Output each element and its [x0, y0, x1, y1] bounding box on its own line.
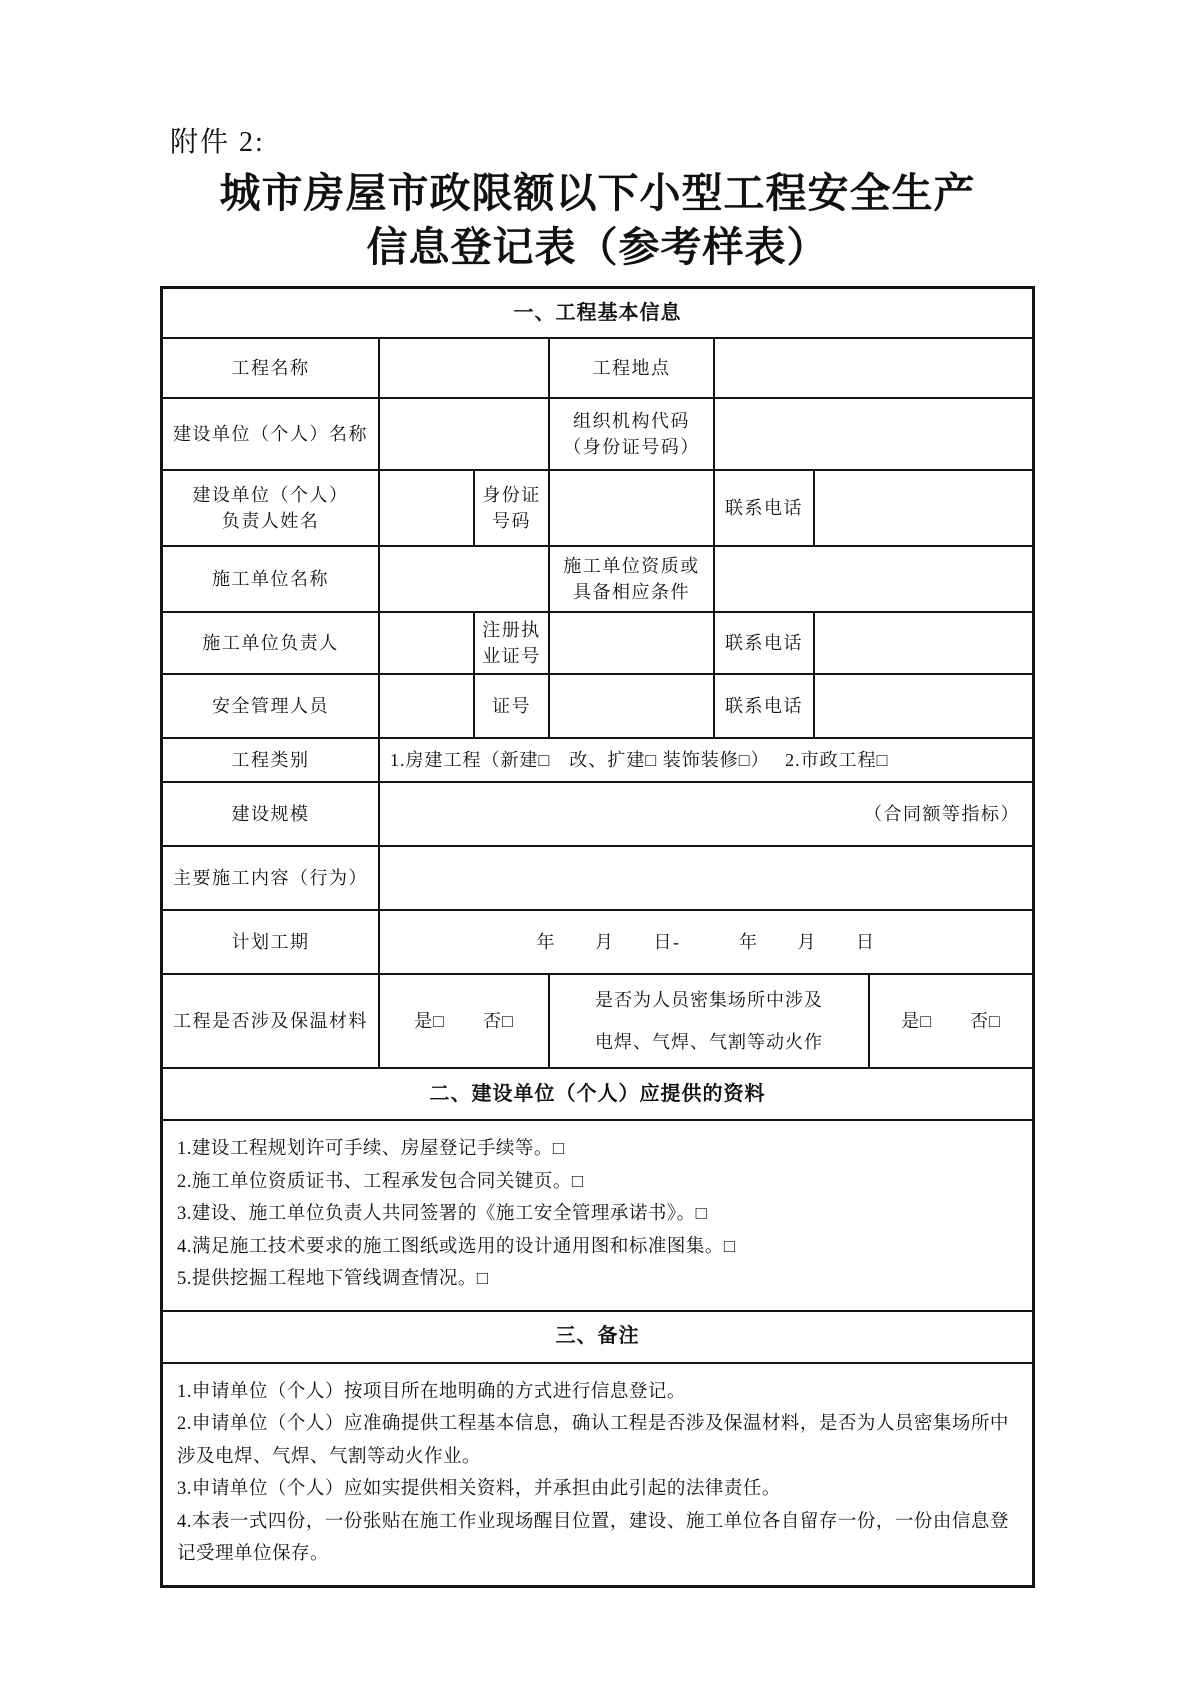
owner-head-row: [163, 469, 1032, 545]
section3-item-2: 2.申请单位（个人）应准确提供工程基本信息，确认工程是否涉及保温材料，是否为人员密集场所中涉及电焊、气焊、气割等动火作业。: [177, 1414, 1009, 1467]
contractor-name-row: [163, 545, 1032, 611]
contractor-cert-label-line1: 注册执: [482, 620, 541, 641]
scale-row: [163, 781, 1032, 845]
hotwork-label-line2: 电焊、气焊、气割等动火作: [595, 1032, 823, 1053]
org-code-label-line1: 组织机构代码: [573, 411, 690, 432]
org-code-label-line2: （身份证号码）: [563, 437, 700, 458]
section2-header-row: [163, 1067, 1032, 1119]
owner-id-label-line2: 号码: [492, 511, 531, 532]
section3-item-3: 3.申请单位（个人）应如实提供相关资料，并承担由此引起的法律责任。: [177, 1479, 781, 1500]
section2-items: [163, 1121, 1032, 1310]
section3-header-row: [163, 1310, 1032, 1362]
owner-name-label: 建设单位（个人）名称: [173, 424, 368, 445]
schedule-input[interactable]: 年 月 日- 年 月 日: [378, 911, 1032, 973]
project-name-row: [163, 337, 1032, 397]
section2-title: 二、建设单位（个人）应提供的资料: [429, 1082, 766, 1105]
contractor-qual-label-line1: 施工单位资质或: [563, 556, 700, 577]
owner-head-input[interactable]: [378, 471, 473, 545]
section2-item-1[interactable]: 1.建设工程规划许可手续、房屋登记手续等。□: [177, 1139, 565, 1160]
owner-name-row: [163, 397, 1032, 469]
category-row: [163, 737, 1032, 781]
section3-item-1: 1.申请单位（个人）按项目所在地明确的方式进行信息登记。: [177, 1381, 686, 1402]
contractor-name-label: 施工单位名称: [212, 569, 329, 590]
owner-id-label: [473, 471, 548, 545]
contractor-qual-label-line2: 具备相应条件: [573, 582, 690, 603]
section3-item-4: 4.本表一式四份，一份张贴在施工作业现场醒目位置，建设、施工单位各自留存一份，一份由信息登记受理单位保存。: [177, 1511, 1009, 1565]
contractor-head-label: 施工单位负责人: [202, 633, 339, 654]
owner-phone-label: 联系电话: [713, 471, 813, 545]
hotwork-label: [548, 975, 868, 1067]
contractor-head-input[interactable]: [378, 613, 473, 673]
safety-cert-input[interactable]: [548, 675, 713, 737]
contractor-phone-input[interactable]: [813, 613, 1032, 673]
project-location-label: 工程地点: [548, 339, 713, 397]
safety-cert-label: 证号: [473, 675, 548, 737]
insulation-options[interactable]: 是□ 否□: [378, 975, 548, 1067]
attachment-label: 附件 2:: [170, 127, 265, 158]
page-title-line2: 信息登记表（参考样表）: [366, 224, 829, 271]
contractor-qual-input[interactable]: [713, 547, 1032, 611]
section3-title: 三、备注: [555, 1325, 640, 1348]
owner-id-label-line1: 身份证: [482, 485, 541, 506]
project-location-input[interactable]: [713, 339, 1032, 397]
owner-head-label-line1: 建设单位（个人）: [192, 485, 349, 506]
section2-item-4[interactable]: 4.满足施工技术要求的施工图纸或选用的设计通用图和标准图集。□: [177, 1236, 736, 1257]
org-code-label: [548, 399, 713, 469]
insulation-label: 工程是否涉及保温材料: [173, 1011, 368, 1032]
safety-officer-input[interactable]: [378, 675, 473, 737]
contractor-name-input[interactable]: [378, 547, 548, 611]
section3-items: [163, 1364, 1032, 1585]
org-code-input[interactable]: [713, 399, 1032, 469]
safety-phone-input[interactable]: [813, 675, 1032, 737]
content-row: [163, 845, 1032, 909]
category-label: 工程类别: [231, 750, 310, 771]
content-input[interactable]: [378, 847, 1032, 909]
safety-officer-label: 安全管理人员: [212, 696, 329, 717]
section2-item-5[interactable]: 5.提供挖掘工程地下管线调查情况。□: [177, 1269, 489, 1290]
project-name-label: 工程名称: [231, 358, 310, 379]
schedule-label: 计划工期: [231, 932, 310, 953]
contractor-cert-label-line2: 业证号: [482, 646, 541, 667]
page-title: [160, 166, 1035, 274]
registration-form-table: [160, 286, 1035, 1588]
page-title-line1: 城市房屋市政限额以下小型工程安全生产: [219, 170, 976, 216]
section2-item-3[interactable]: 3.建设、施工单位负责人共同签署的《施工安全管理承诺书》。□: [177, 1204, 708, 1225]
section3-body-row: [163, 1362, 1032, 1585]
contractor-cert-label: [473, 613, 548, 673]
project-name-input[interactable]: [378, 339, 548, 397]
contractor-cert-input[interactable]: [548, 613, 713, 673]
section1-title: 一、工程基本信息: [513, 301, 682, 324]
contractor-head-row: [163, 611, 1032, 673]
document-page: [160, 0, 1035, 1588]
section2-body-row: [163, 1119, 1032, 1310]
section2-item-2[interactable]: 2.施工单位资质证书、工程承发包合同关键页。□: [177, 1171, 584, 1192]
contractor-qual-label: [548, 547, 713, 611]
owner-head-label-line2: 负责人姓名: [221, 511, 320, 532]
section1-header-row: [163, 289, 1032, 337]
schedule-row: [163, 909, 1032, 973]
owner-name-input[interactable]: [378, 399, 548, 469]
scale-input[interactable]: （合同额等指标）: [378, 783, 1032, 845]
category-options[interactable]: 1.房建工程（新建□ 改、扩建□ 装饰装修□） 2.市政工程□: [378, 739, 1032, 781]
safety-phone-label: 联系电话: [713, 675, 813, 737]
content-label: 主要施工内容（行为）: [173, 868, 368, 889]
hotwork-label-line1: 是否为人员密集场所中涉及: [595, 989, 823, 1010]
safety-officer-row: [163, 673, 1032, 737]
scale-label: 建设规模: [231, 804, 310, 825]
owner-head-label: [163, 471, 378, 545]
owner-id-input[interactable]: [548, 471, 713, 545]
owner-phone-input[interactable]: [813, 471, 1032, 545]
insulation-row: [163, 973, 1032, 1067]
contractor-phone-label: 联系电话: [713, 613, 813, 673]
hotwork-options[interactable]: 是□ 否□: [868, 975, 1032, 1067]
